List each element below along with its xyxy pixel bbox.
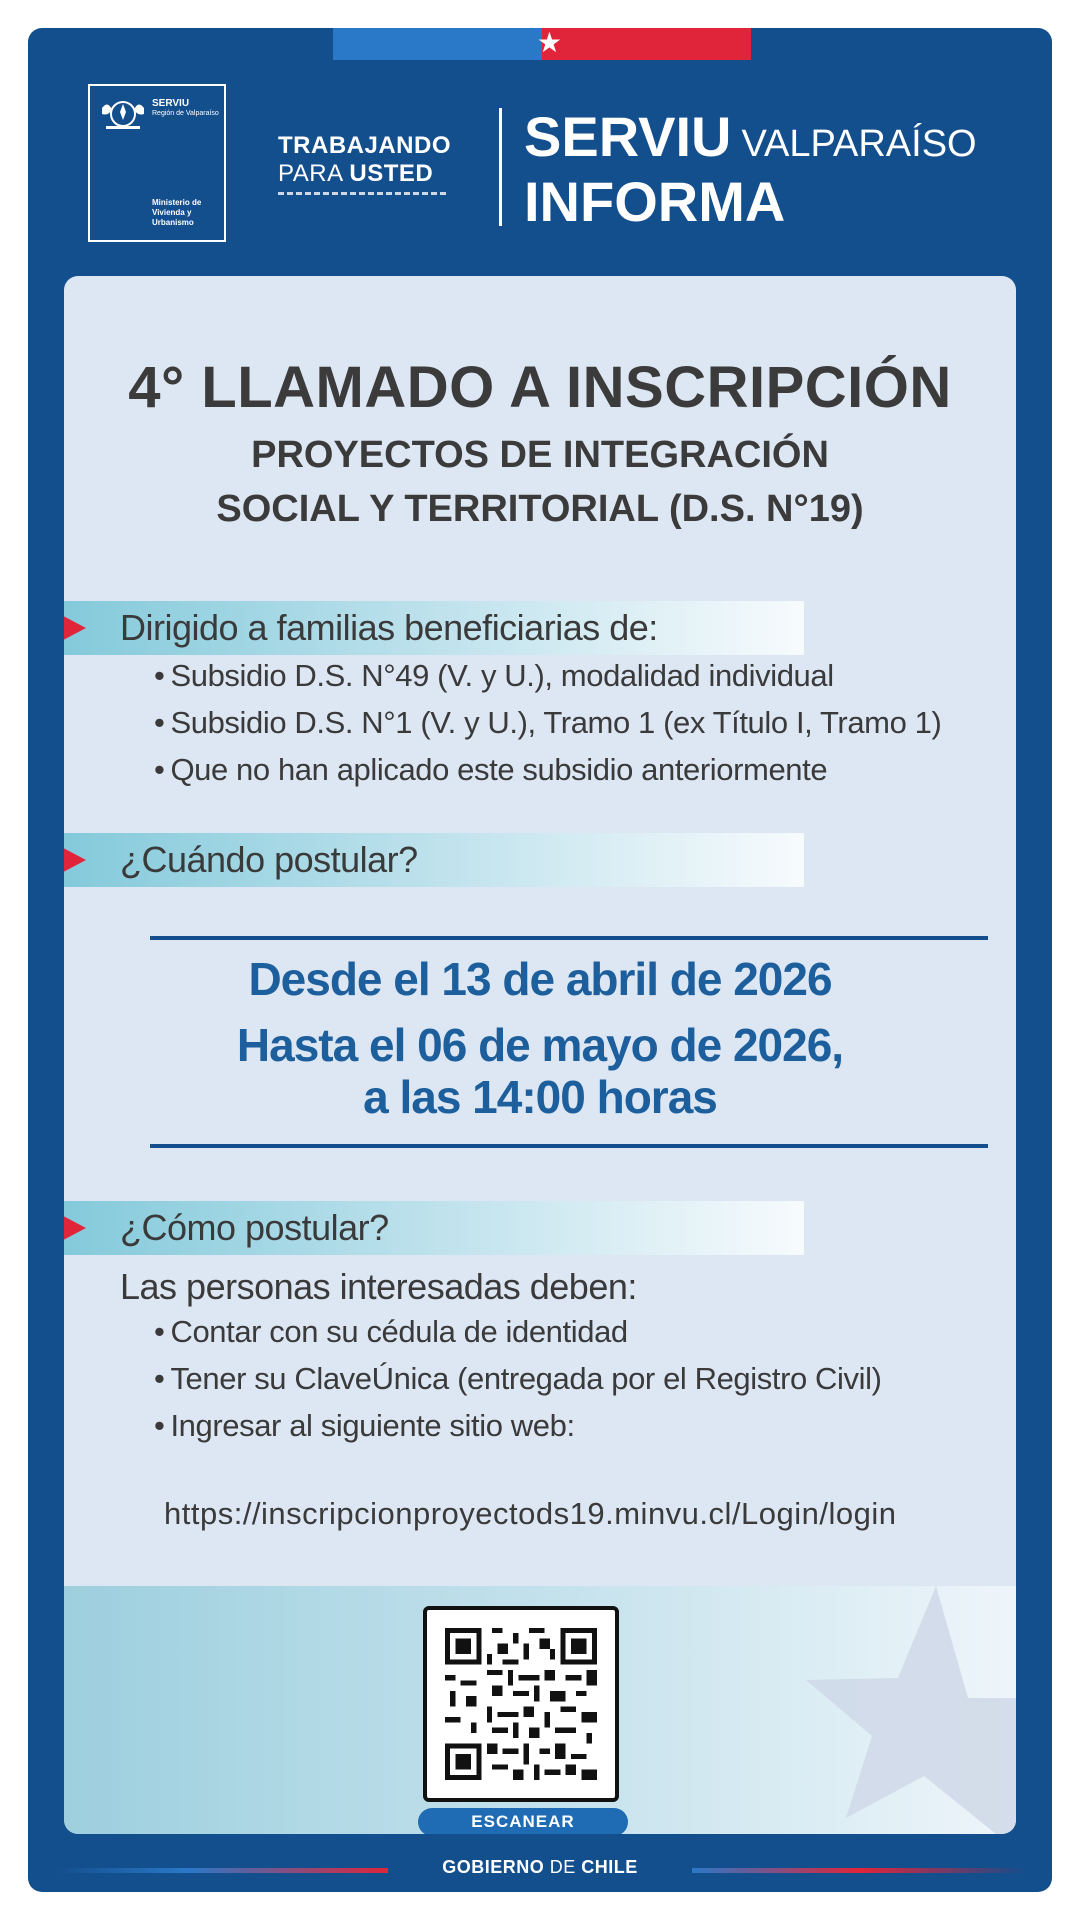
how-subheading: Las personas interesadas deben:	[120, 1266, 637, 1307]
footer-line-left	[54, 1868, 388, 1873]
flag-strip	[333, 28, 751, 60]
poster-frame	[28, 28, 1052, 1892]
qr-code[interactable]	[423, 1606, 619, 1802]
gobierno-de-chile: GOBIERNO DE CHILE	[442, 1857, 638, 1877]
brand-name: SERVIU	[524, 105, 732, 168]
section-heading-when: ¿Cuándo postular?	[120, 839, 418, 880]
brand-informa: INFORMA	[524, 170, 786, 233]
slogan-line2: PARA USTED	[278, 160, 434, 187]
section-band-how	[64, 1201, 804, 1255]
qr-section	[64, 1586, 1016, 1834]
triangle-bullet-icon	[64, 840, 86, 880]
serviu-logo	[88, 84, 226, 242]
list-item: • Tener su ClaveÚnica (entregada por el Registro Civil)	[154, 1355, 882, 1402]
logo-ministry: Ministerio de Vivienda y Urbanismo	[152, 198, 202, 227]
brand-region: VALPARAÍSO	[741, 123, 977, 165]
date-time: a las 14:00 horas	[363, 1071, 717, 1123]
footer-line-right	[692, 1868, 1026, 1873]
list-item: • Subsidio D.S. N°49 (V. y U.), modalidad individual	[154, 652, 941, 699]
logo-title: SERVIU	[152, 98, 190, 109]
requirements-list	[154, 1308, 882, 1449]
section-heading-how: ¿Cómo postular?	[120, 1207, 389, 1248]
star-icon	[806, 1586, 1016, 1834]
section-heading-beneficiaries: Dirigido a familias beneficiarias de:	[120, 607, 658, 648]
section-band-beneficiaries	[64, 601, 804, 655]
section-band-when	[64, 833, 804, 887]
qr-icon	[445, 1628, 597, 1780]
registration-url[interactable]: https://inscripcionproyectods19.minvu.cl/Login/login	[164, 1496, 897, 1531]
date-from: Desde el 13 de abril de 2026	[248, 953, 832, 1005]
page-subtitle: PROYECTOS DE INTEGRACIÓN SOCIAL Y TERRITORIAL (D.S. N°19)	[216, 434, 864, 530]
triangle-bullet-icon	[64, 608, 86, 648]
scan-button[interactable]: ESCANEAR	[418, 1808, 628, 1834]
page-title: 4° LLAMADO A INSCRIPCIÓN	[128, 355, 952, 420]
divider-bottom	[150, 1144, 988, 1148]
list-item: • Que no han aplicado este subsidio anteriormente	[154, 746, 941, 793]
list-item: • Contar con su cédula de identidad	[154, 1308, 882, 1355]
list-item: • Ingresar al siguiente sitio web:	[154, 1402, 882, 1449]
beneficiaries-list	[154, 652, 941, 793]
divider-top	[150, 936, 988, 940]
header-divider	[499, 108, 502, 226]
logo-region: Región de Valparaíso	[152, 110, 219, 117]
list-item: • Subsidio D.S. N°1 (V. y U.), Tramo 1 (ex Título I, Tramo 1)	[154, 699, 941, 746]
slogan-line1: TRABAJANDO	[278, 132, 451, 159]
brand-heading	[524, 105, 977, 233]
coat-of-arms-icon	[98, 94, 148, 132]
star-icon: ★	[536, 28, 562, 58]
slogan-dash	[278, 192, 446, 195]
date-to: Hasta el 06 de mayo de 2026,	[236, 1019, 844, 1071]
slogan	[278, 132, 451, 195]
content-card	[64, 276, 1016, 1834]
triangle-bullet-icon	[64, 1208, 86, 1248]
